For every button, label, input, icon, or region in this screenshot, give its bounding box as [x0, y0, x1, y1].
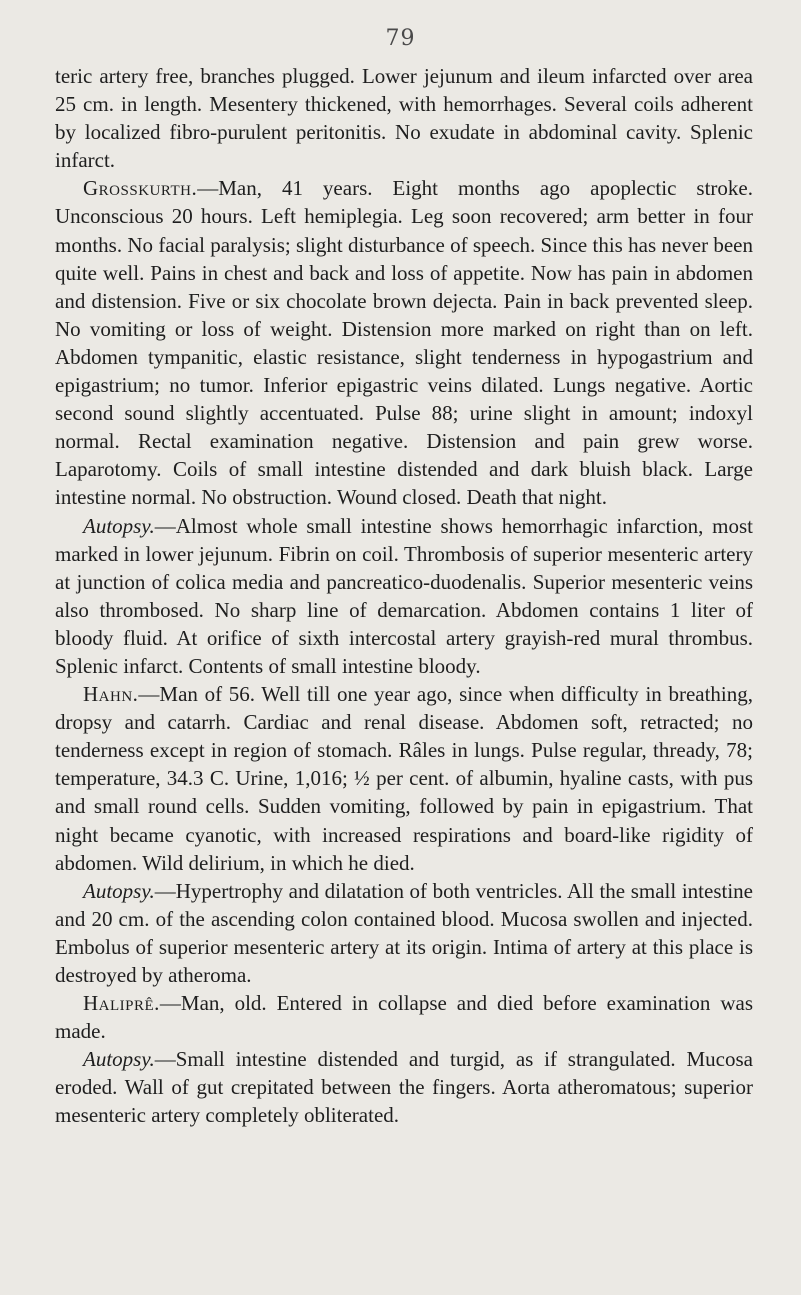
- case-name: Haliprê.: [83, 991, 160, 1016]
- page-number: 79: [385, 26, 416, 51]
- case-name: Grosskurth.: [83, 176, 198, 201]
- case-paragraph-hahn: [55, 680, 753, 877]
- autopsy-heading: Autopsy.: [83, 513, 155, 538]
- paragraph-body: —Almost whole small intestine shows hemorrhagic infarction, most marked in lower jejunum. Fibrin on coil. Thrombosis of superior mesenteric artery at junction of colica media and pancreatico-duodenalis. Superior mesenteric veins also thrombosed. No sharp line of demarcation. Abdomen contains 1 liter of bloody fluid. At orifice of sixth intercostal artery grayish-red mural thrombus. Splenic infarct. Contents of small intestine bloody.: [55, 513, 753, 678]
- autopsy-paragraph-grosskurth: [55, 512, 753, 681]
- paragraph-body: —Man, old. Entered in collapse and died before examination was made.: [55, 991, 753, 1044]
- case-paragraph-halipre: [55, 989, 753, 1045]
- autopsy-heading: Autopsy.: [83, 878, 155, 903]
- paragraph-body: —Hypertrophy and dilatation of both ventricles. All the small intestine and 20 cm. of the ascending colon contained blood. Mucosa swollen and injected. Embolus of superior mesenteric artery at its origin. Intima of artery at this place is destroyed by atheroma.: [55, 878, 753, 987]
- paragraph-body: —Man of 56. Well till one year ago, since when difficulty in breathing, dropsy and catarrh. Cardiac and renal disease. Abdomen soft, retracted; no tenderness except in region of stomach. Râles in lungs. Pulse regular, thready, 78; temperature, 34.3 C. Urine, 1,016; ½ per cent. of albumin, hyaline casts, with pus and small round cells. Sudden vomiting, followed by pain in epigastrium. That night became cyanotic, with increased respirations and board-like rigidity of abdomen. Wild delirium, in which he died.: [55, 682, 753, 875]
- case-name: Hahn.: [83, 682, 139, 707]
- autopsy-paragraph-halipre: [55, 1045, 753, 1129]
- paragraph-body: teric artery free, branches plugged. Lower jejunum and ileum infarcted over area 25 cm. in length. Mesentery thickened, with hemorrhages. Several coils adherent by localized fibro-purulent peritonitis. No exudate in abdominal cavity. Splenic infarct.: [55, 64, 753, 173]
- paragraph-body: —Man, 41 years. Eight months ago apoplectic stroke. Unconscious 20 hours. Left hemiplegia. Leg soon recovered; arm better in four months. No facial paralysis; slight disturbance of speech. Since this has never been quite well. Pains in chest and back and loss of appetite. Now has pain in abdomen and distension. Five or six chocolate brown dejecta. Pain in back prevented sleep. No vomiting or loss of weight. Distension more marked on right than on left. Abdomen tympanitic, elastic resistance, slight tenderness in hypogastrium and epigastrium; no tumor. Inferior epigastric veins dilated. Lungs negative. Aortic second sound slightly accentuated. Pulse 88; urine slight in amount; indoxyl normal. Rectal examination negative. Distension and pain grew worse. Laparotomy. Coils of small intestine distended and dark bluish black. Large intestine normal. No obstruction. Wound closed. Death that night.: [55, 176, 753, 510]
- paragraph-body: —Small intestine distended and turgid, as if strangulated. Mucosa eroded. Wall of gut crepitated between the fingers. Aorta atheromatous; superior mesenteric artery completely obliterated.: [55, 1047, 753, 1128]
- autopsy-heading: Autopsy.: [83, 1047, 155, 1072]
- case-paragraph-grosskurth: [55, 174, 753, 511]
- text-column: [55, 62, 753, 1130]
- autopsy-paragraph-hahn: [55, 877, 753, 989]
- paragraph-continuation: [55, 62, 753, 174]
